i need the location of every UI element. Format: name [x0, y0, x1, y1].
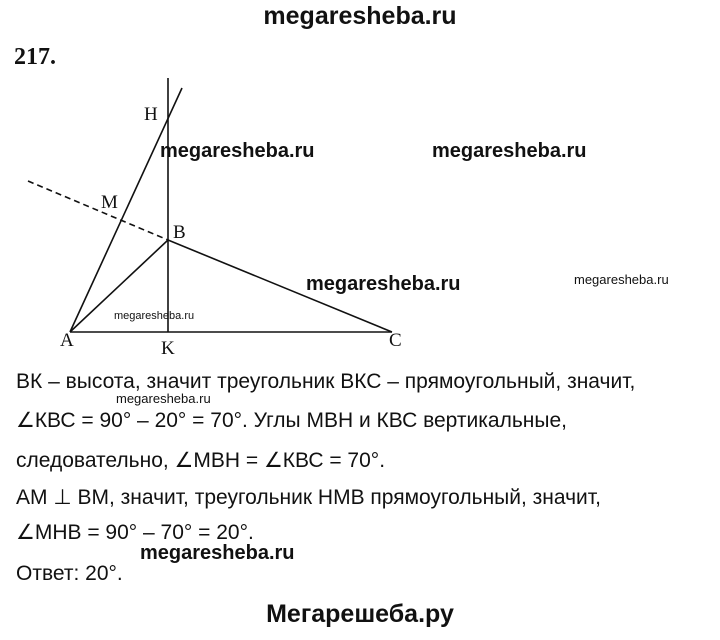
- watermark: megaresheba.ru: [116, 391, 211, 406]
- solution-line-4: АМ ⊥ ВМ, значит, треугольник НМВ прямоугольный, значит,: [16, 486, 601, 509]
- label-m: M: [101, 192, 118, 213]
- label-b: B: [173, 222, 186, 243]
- watermark: megaresheba.ru: [114, 310, 195, 322]
- answer-line: Ответ: 20°.: [16, 562, 123, 585]
- label-a: A: [60, 330, 74, 351]
- line-am: [70, 88, 182, 332]
- watermark: megaresheba.ru: [306, 273, 461, 295]
- site-footer: Мегарешеба.ру: [266, 600, 454, 628]
- watermark: megaresheba.ru: [574, 272, 669, 287]
- problem-number: 217.: [14, 44, 56, 70]
- label-h: H: [144, 104, 158, 125]
- line-mb-dashed: [28, 181, 168, 240]
- label-k: K: [161, 338, 175, 359]
- label-c: C: [389, 330, 402, 351]
- watermark: megaresheba.ru: [140, 542, 295, 564]
- watermark: megaresheba.ru: [160, 140, 315, 162]
- solution-line-1: ВК – высота, значит треугольник ВКС – прямоугольный, значит,: [16, 370, 636, 393]
- site-header: megaresheba.ru: [263, 2, 457, 30]
- solution-line-3: следовательно, ∠МВН = ∠КВС = 70°.: [16, 449, 386, 472]
- watermark: megaresheba.ru: [432, 140, 587, 162]
- solution-line-5: ∠МНВ = 90° – 70° = 20°.: [16, 521, 254, 544]
- solution-line-2: ∠КВС = 90° – 20° = 70°. Углы МВН и КВС вертикальные,: [16, 409, 567, 432]
